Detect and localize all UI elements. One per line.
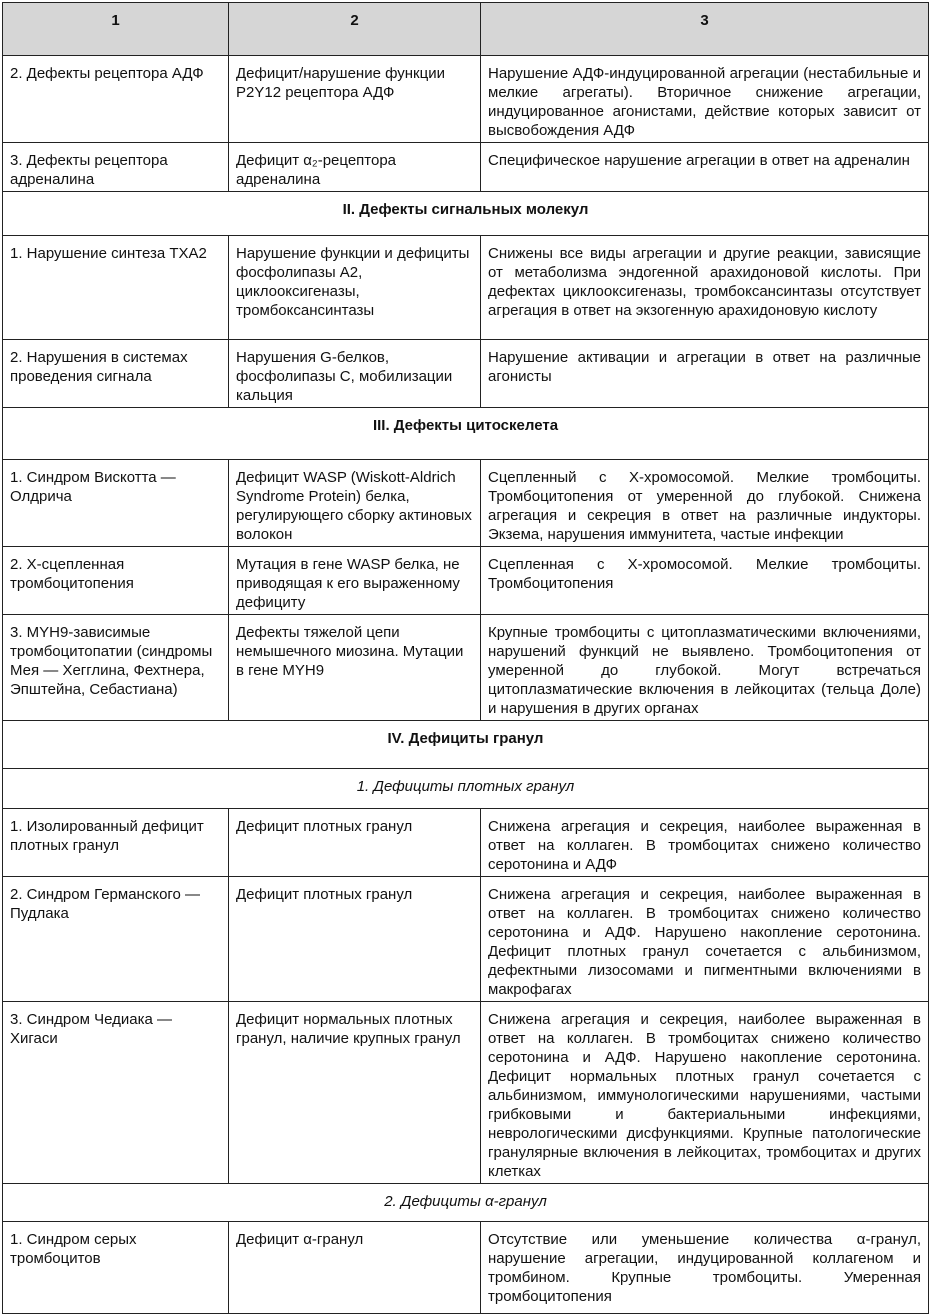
document-page (2, 2, 928, 1314)
defect-name-cell: 3. Дефекты рецептора адреналина (3, 143, 229, 192)
table-row (3, 615, 929, 721)
defect-name-cell: 1. Нарушение синтеза ТХА2 (3, 236, 229, 340)
table-header-row (3, 3, 929, 56)
table-row (3, 547, 929, 615)
mechanism-cell: Дефицит α-гранул (229, 1222, 481, 1314)
section-header-row (3, 192, 929, 236)
mechanism-cell: Нарушение функции и дефициты фосфолипазы А2, циклооксигеназы, тромбоксансинтазы (229, 236, 481, 340)
subsection-title: 1. Дефициты плотных гранул (3, 769, 929, 809)
manifestation-cell: Снижена агрегация и секреция, наиболее выраженная в ответ на коллаген. В тромбоцитах снижено количество серотонина и АДФ. Нарушено накопление серотонина. Дефицит нормальных плотных гранул сочетается с альбинизмом, иммунологическими нарушениями, частыми грибковыми и бактериальными инфекциями, неврологическими дисфункциями. Крупные патологические гранулярные включения в лейкоцитах, тромбоцитах и других клетках (481, 1002, 929, 1184)
mechanism-cell: Дефицит/нарушение функции P2Y12 рецептора АДФ (229, 56, 481, 143)
table-row (3, 1002, 929, 1184)
table-row (3, 1222, 929, 1314)
mechanism-cell: Мутация в гене WASP белка, не приводящая к его выраженному дефициту (229, 547, 481, 615)
table-body (3, 56, 929, 1314)
platelet-defects-table (2, 2, 929, 1314)
table-row (3, 143, 929, 192)
table-row (3, 340, 929, 408)
mechanism-cell: Дефекты тяжелой цепи немышечного миозина. Мутации в гене MYH9 (229, 615, 481, 721)
defect-name-cell: 2. Нарушения в системах проведения сигнала (3, 340, 229, 408)
mechanism-cell: Нарушения G-белков, фосфолипазы С, мобилизации кальция (229, 340, 481, 408)
manifestation-cell: Снижена агрегация и секреция, наиболее выраженная в ответ на коллаген. В тромбоцитах снижено количество серотонина и АДФ. Нарушено накопление серотонина. Дефицит плотных гранул сочетается с альбинизмом, дефектными лизосомами и пигментными включениями в макрофагах (481, 877, 929, 1002)
defect-name-cell: 1. Изолированный дефицит плотных гранул (3, 809, 229, 877)
manifestation-cell: Нарушение активации и агрегации в ответ на различные агонисты (481, 340, 929, 408)
table-row (3, 460, 929, 547)
mechanism-cell: Дефицит плотных гранул (229, 809, 481, 877)
manifestation-cell: Крупные тромбоциты с цитоплазматическими включениями, нарушений функций не выявлено. Тромбоцитопения от умеренной до глубокой. Могут встречаться цитоплазматические включения в лейкоцитах (тельца Доле) и нарушения в других органах (481, 615, 929, 721)
defect-name-cell: 3. MYH9-зависимые тромбоцитопатии (синдромы Мея — Хегглина, Фехтнера, Эпштейна, Себастиана) (3, 615, 229, 721)
defect-name-cell: 2. Дефекты рецептора АДФ (3, 56, 229, 143)
section-header-row (3, 408, 929, 460)
defect-name-cell: 3. Синдром Чедиака — Хигаси (3, 1002, 229, 1184)
manifestation-cell: Специфическое нарушение агрегации в ответ на адреналин (481, 143, 929, 192)
subsection-header-row (3, 1184, 929, 1222)
defect-name-cell: 1. Синдром Вискотта — Олдрича (3, 460, 229, 547)
manifestation-cell: Снижена агрегация и секреция, наиболее выраженная в ответ на коллаген. В тромбоцитах снижено количество серотонина и АДФ (481, 809, 929, 877)
defect-name-cell: 2. Синдром Германского — Пудлака (3, 877, 229, 1002)
column-header-2: 2 (229, 3, 481, 56)
mechanism-cell: Дефицит WASP (Wiskott-Aldrich Syndrome Protein) белка, регулирующего сборку актиновых волокон (229, 460, 481, 547)
section-header-row (3, 721, 929, 769)
defect-name-cell: 2. Х-сцепленная тромбоцитопения (3, 547, 229, 615)
section-title: IV. Дефициты гранул (3, 721, 929, 769)
mechanism-cell: Дефицит нормальных плотных гранул, наличие крупных гранул (229, 1002, 481, 1184)
mechanism-cell: Дефицит плотных гранул (229, 877, 481, 1002)
defect-name-cell: 1. Синдром серых тромбоцитов (3, 1222, 229, 1314)
column-header-1: 1 (3, 3, 229, 56)
table-row (3, 56, 929, 143)
mechanism-cell: Дефицит α₂-рецептора адреналина (229, 143, 481, 192)
manifestation-cell: Нарушение АДФ-индуцированной агрегации (нестабильные и мелкие агрегаты). Вторичное снижение агрегации, индуцированное агонистами, действие которых зависит от высвобождения АДФ (481, 56, 929, 143)
subsection-header-row (3, 769, 929, 809)
manifestation-cell: Отсутствие или уменьшение количества α-гранул, нарушение агрегации, индуцированной коллагеном и тромбином. Крупные тромбоциты. Умеренная тромбоцитопения (481, 1222, 929, 1314)
manifestation-cell: Сцепленный с Х-хромосомой. Мелкие тромбоциты. Тромбоцитопения от умеренной до глубокой. Снижена агрегация и секреция в ответ на различные индукторы. Экзема, нарушения иммунитета, частые инфекции (481, 460, 929, 547)
manifestation-cell: Сцепленная с Х-хромосомой. Мелкие тромбоциты. Тромбоцитопения (481, 547, 929, 615)
subsection-title: 2. Дефициты α-гранул (3, 1184, 929, 1222)
manifestation-cell: Снижены все виды агрегации и другие реакции, зависящие от метаболизма эндогенной арахидоновой кислоты. При дефектах циклооксигеназы, тромбоксансинтазы отсутствует агрегация в ответ на экзогенную арахидоновую кислоту (481, 236, 929, 340)
table-row (3, 877, 929, 1002)
table-row (3, 809, 929, 877)
section-title: II. Дефекты сигнальных молекул (3, 192, 929, 236)
section-title: III. Дефекты цитоскелета (3, 408, 929, 460)
table-row (3, 236, 929, 340)
column-header-3: 3 (481, 3, 929, 56)
